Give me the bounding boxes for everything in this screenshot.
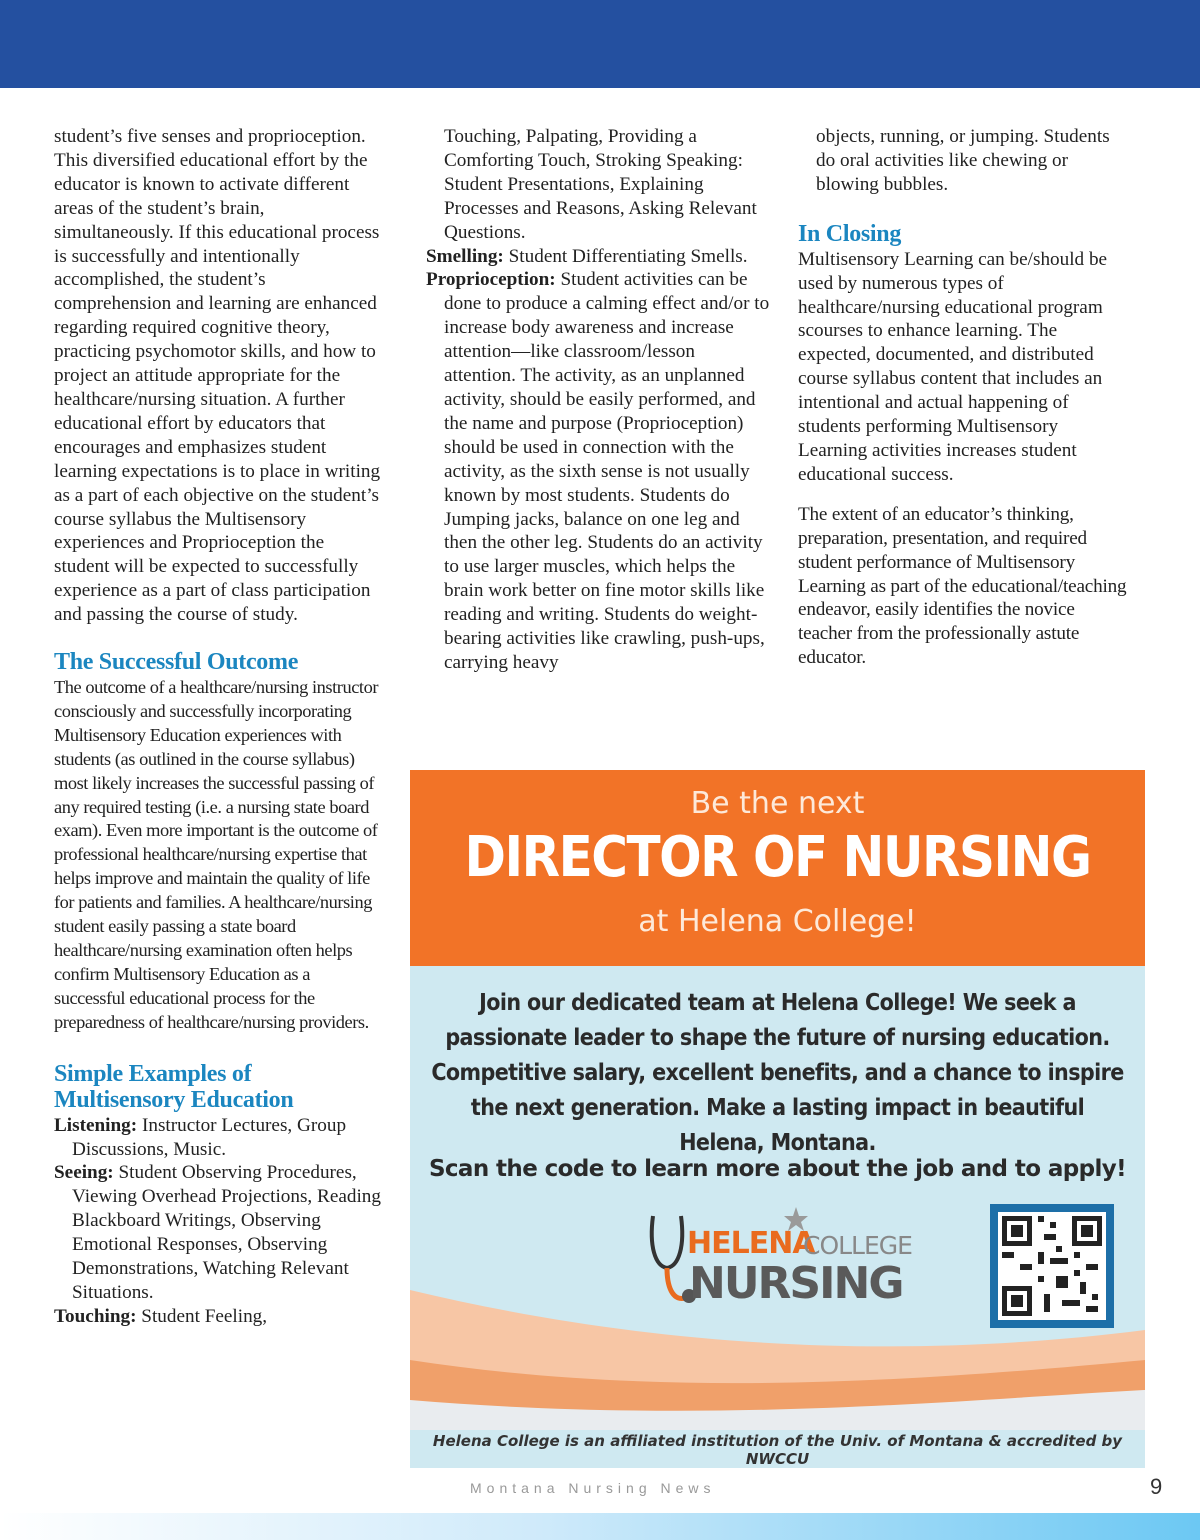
ad-headline: DIRECTOR OF NURSING [464, 824, 1091, 890]
col3-paragraph-1: Multisensory Learning can be/should be used by numerous types of healthcare/nursing educational program scourses to enhance learning. The expected, documented, and distributed course syllabus content that includes an intentional and actual happening of students performing Multisensory Learning activities increases student educational success. [798, 248, 1108, 485]
listening-term: Listening: [54, 1114, 138, 1136]
proprioception-continued: objects, running, or jumping. Students do oral activities like chewing or blowing bubbles. [816, 126, 1110, 195]
ad-scan-prompt: Scan the code to learn more about the job and to apply! [428, 1156, 1127, 1182]
column-1 [54, 125, 384, 1329]
publication-title: Montana Nursing News [470, 1480, 716, 1496]
col1-paragraph-2: The outcome of a healthcare/nursing instructor consciously and successfully incorporating Multisensory Education experiences with students (as outlined in the course syllabus) most likely increases the successful passing of any required testing (i.e. a nursing state board exam). Even more important is the outcome of professional healthcare/nursing expertise that helps improve and maintain the quality of life for patients and families. A healthcare/nursing student easily passing a state board healthcare/nursing examination often helps confirm Multisensory Education as a successful educational process for the preparedness of healthcare/nursing providers. [54, 677, 378, 1032]
director-of-nursing-ad[interactable] [410, 770, 1145, 1468]
heading-successful-outcome: The Successful Outcome [54, 649, 299, 676]
header-band [0, 0, 1200, 88]
smelling-text: Student Differentiating Smells. [503, 245, 748, 267]
heading-in-closing: In Closing [798, 220, 902, 247]
example-seeing [54, 1161, 384, 1304]
example-listening [54, 1114, 384, 1162]
touching-text: Student Feeling, [136, 1305, 268, 1327]
smelling-term: Smelling: [426, 245, 504, 267]
qr-code[interactable] [990, 1204, 1114, 1328]
ad-body-text: Join our dedicated team at Helena College! We seek a passionate leader to shape the future of nursing education. Competitive salary, excellent benefits, and a chance to inspire the next generation. Make a lasting impact in beautiful Helena, Montana. [431, 990, 1124, 1156]
ad-be-the-next: Be the next [690, 786, 865, 821]
col3-paragraph-2: The extent of an educator’s thinking, preparation, presentation, and required student performance of Multisensory Learning as part of the educational/teaching endeavor, easily identifies the novice teacher from the professionally astute educator. [798, 503, 1127, 669]
logo-nursing: NURSING [689, 1258, 903, 1309]
proprioception-term: Proprioception: [426, 269, 556, 291]
column-3 [798, 125, 1128, 670]
touching-continued: Touching, Palpating, Providing a Comforting Touch, Stroking Speaking: Student Presentations, Explaining Processes and Reasons, Asking Relevant Questions. [444, 126, 757, 243]
footer-band [0, 1513, 1200, 1540]
proprioception-text: Student activities can be done to produce a calming effect and/or to increase body awareness and increase attention—like classroom/lesson attention. The activity, as an unplanned activity, should be easily performed, and the name and purpose (Proprioception) should be used in connection with the activity, as the sixth sense is not usually known by most students. Students do Jumping jacks, balance on one leg and then the other leg. Students do an activity to use larger muscles, which helps the brain work better on fine motor skills like reading and writing. Students do weight-bearing activities like crawling, push-ups, carrying heavy [444, 269, 770, 673]
helena-college-nursing-logo [645, 1206, 915, 1316]
qr-code-icon [990, 1204, 1114, 1328]
logo-college: COLLEGE [803, 1231, 912, 1260]
seeing-term: Seeing: [54, 1162, 114, 1184]
ad-footer-text: Helena College is an affiliated institution of the Univ. of Montana & accredited by NWCCU [432, 1432, 1123, 1468]
touching-term: Touching: [54, 1305, 137, 1327]
column-2 [426, 125, 771, 675]
page-number: 9 [1150, 1474, 1163, 1499]
col1-paragraph-1: student’s five senses and proprioception. This diversified educational effort by the educator is known to activate different areas of the student’s brain, simultaneously. If this educational process is successfully and intentionally accomplished, the student’s comprehension and learning are enhanced regarding required cognitive theory, practicing psychomotor skills, and how to project an attitude appropriate for the healthcare/nursing situation. A further educational effort by educators that encourages and emphasizes student learning expectations is to place in writing as a part of each objective on the student’s course syllabus the Multisensory experiences and Proprioception the student will be expected to successfully experience as a part of class participation and passing the course of study. [54, 126, 381, 626]
heading-simple-examples: Simple Examples of Multisensory Education [54, 1060, 294, 1113]
seeing-text: Student Observing Procedures, Viewing Overhead Projections, Reading Blackboard Writings, Observing Emotional Responses, Observing Demonstrations, Watching Relevant Situations. [72, 1162, 381, 1303]
listening-text: Instructor Lectures, Group Discussions, Music. [72, 1114, 347, 1160]
example-proprioception [426, 268, 771, 674]
logo-helena: HELENA [687, 1226, 815, 1261]
ad-at-college: at Helena College! [638, 904, 917, 939]
example-touching [54, 1305, 384, 1329]
example-smelling [426, 245, 771, 269]
